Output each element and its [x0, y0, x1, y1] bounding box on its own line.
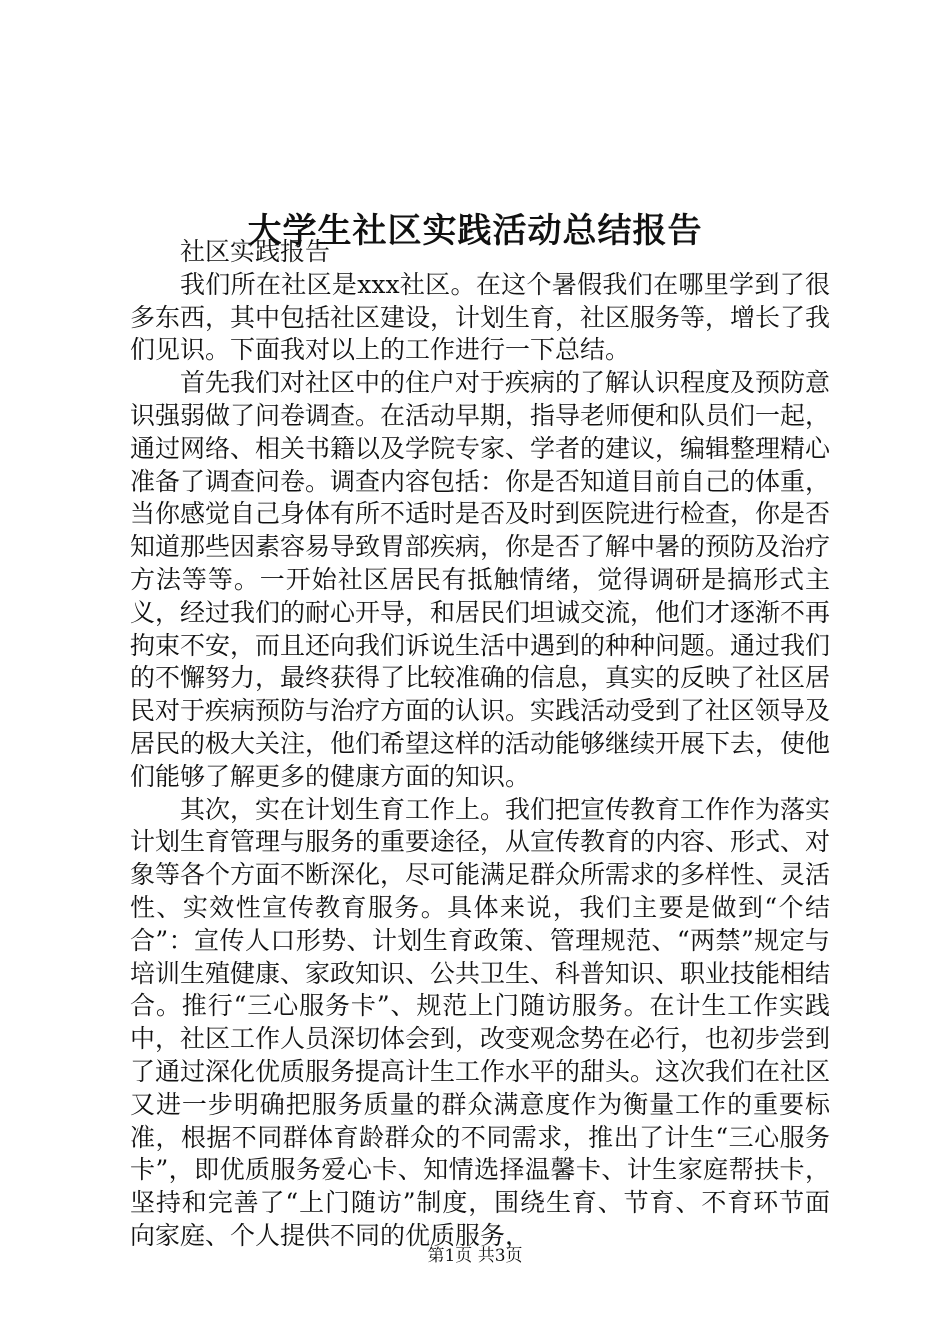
document-body [130, 236, 830, 1253]
page-number-footer: 第1页 共3页 [427, 1246, 523, 1266]
paragraph-heading: 社区实践报告 [180, 237, 331, 266]
paragraph: 其次，实在计划生育工作上。我们把宣传教育工作作为落实计划生育管理与服务的重要途径，从宣传教育的内容、形式、对象等各个方面不断深化，尽可能满足群众所需求的多样性、灵活性、实效性宣传教育服务。具体来说，我们主要是做到“个结合”：宣传人口形势、计划生育政策、管理规范、“两禁”规定与培训生殖健康、家政知识、公共卫生、科普知识、职业技能相结合。推行“三心服务卡”、规范上门随访服务。在计生工作实践中，社区工作人员深切体会到，改变观念势在必行，也初步尝到了通过深化优质服务提高计生工作水平的甜头。这次我们在社区又进一步明确把服务质量的群众满意度作为衡量工作的重要标准，根据不同群体育龄群众的不同需求，推出了计生“三心服务卡”，即优质服务爱心卡、知情选择温馨卡、计生家庭帮扶卡，坚持和完善了“上门随访”制度，围绕生育、节育、不育环节面向家庭、个人提供不同的优质服务， [130, 794, 831, 1250]
document-title: 大学生社区实践活动总结报告 [247, 210, 703, 251]
paragraph: 首先我们对社区中的住户对于疾病的了解认识程度及预防意识强弱做了问卷调查。在活动早期，指导老师便和队员们一起，通过网络、相关书籍以及学院专家、学者的建议，编辑整理精心准备了调查问卷。调查内容包括：你是否知道目前自己的体重，当你感觉自己身体有所不适时是否及时到医院进行检查，你是否知道那些因素容易导致胃部疾病，你是否了解中暑的预防及治疗方法等等。一开始社区居民有抵触情绪，觉得调研是搞形式主义，经过我们的耐心开导，和居民们坦诚交流，他们才逐渐不再拘束不安，而且还向我们诉说生活中遇到的种种问题。通过我们的不懈努力，最终获得了比较准确的信息，真实的反映了社区居民对于疾病预防与治疗方面的认识。实践活动受到了社区领导及居民的极大关注，他们希望这样的活动能够继续开展下去，使他们能够了解更多的健康方面的知识。 [130, 368, 831, 791]
paragraph: 我们所在社区是xxx社区。在这个暑假我们在哪里学到了很多东西，其中包括社区建设，计划生育，社区服务等，增长了我们见识。下面我对以上的工作进行一下总结。 [130, 269, 831, 365]
